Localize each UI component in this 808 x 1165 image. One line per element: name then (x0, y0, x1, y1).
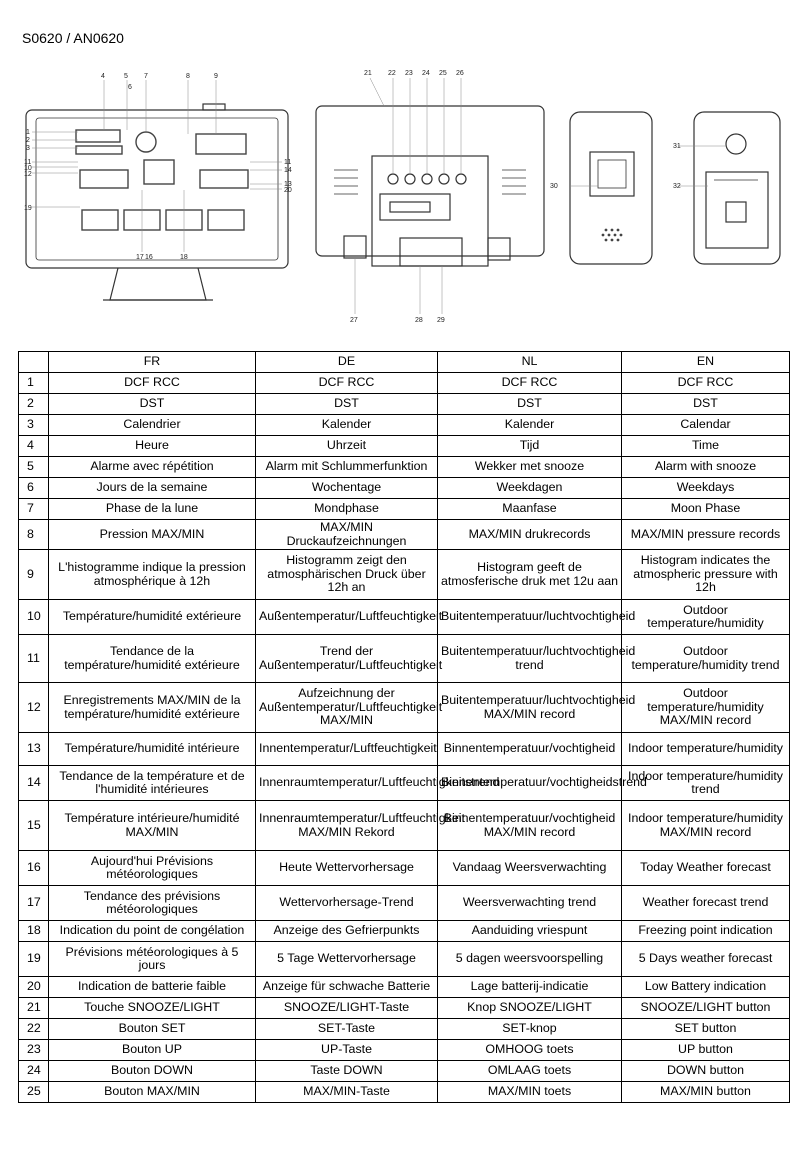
back-frame (316, 106, 544, 256)
cell-nl: Kalender (438, 415, 622, 436)
table-row (19, 1040, 790, 1061)
product-diagram (18, 60, 790, 335)
cell-fr: Heure (49, 436, 256, 457)
cell-de: Kalender (256, 415, 438, 436)
cell-de: MAX/MIN Druckaufzeichnungen (256, 520, 438, 550)
callout-9: 9 (214, 73, 218, 80)
cell-en: Freezing point indication (622, 921, 790, 942)
cell-num: 23 (19, 1040, 49, 1061)
sensor-back (673, 112, 780, 264)
cell-nl: MAX/MIN drukrecords (438, 520, 622, 550)
cell-nl: Weersverwachting trend (438, 886, 622, 921)
cell-nl: Knop SNOOZE/LIGHT (438, 998, 622, 1019)
cell-en: Alarm with snooze (622, 457, 790, 478)
front-top-button (203, 104, 225, 110)
cell-fr: Tendance de la température/humidité extérieure (49, 635, 256, 683)
vent-slots (334, 170, 526, 194)
callout-29: 29 (437, 317, 445, 324)
cell-fr: Température/humidité extérieure (49, 600, 256, 635)
callout-10: 10 (24, 165, 32, 172)
cell-num: 9 (19, 550, 49, 600)
table-row (19, 478, 790, 499)
cell-num: 12 (19, 683, 49, 733)
cell-fr: Indication du point de congélation (49, 921, 256, 942)
cell-de: SET-Taste (256, 1019, 438, 1040)
table-row (19, 886, 790, 921)
table-row (19, 1082, 790, 1103)
header-de: DE (256, 352, 438, 373)
cell-nl: OMLAAG toets (438, 1061, 622, 1082)
hanging-hole (726, 134, 746, 154)
header-num (19, 352, 49, 373)
cell-num: 17 (19, 886, 49, 921)
table-row (19, 415, 790, 436)
callout-27: 27 (350, 317, 358, 324)
table-row (19, 942, 790, 977)
cell-de: MAX/MIN-Taste (256, 1082, 438, 1103)
cell-en: Outdoor temperature/humidity trend (622, 635, 790, 683)
cell-nl: Binnentemperatuur/vochtigheidstrend (438, 766, 622, 801)
cell-en: UP button (622, 1040, 790, 1061)
cell-fr: Alarme avec répétition (49, 457, 256, 478)
cell-fr: Bouton SET (49, 1019, 256, 1040)
specification-table (18, 351, 790, 1103)
cell-de: Mondphase (256, 499, 438, 520)
battery-slot (390, 202, 430, 212)
cell-fr: Enregistrements MAX/MIN de la température/humidité extérieure (49, 683, 256, 733)
back-view (316, 70, 544, 324)
front-view (24, 73, 292, 300)
cell-de: Histogramm zeigt den atmosphärischen Druck über 12h an (256, 550, 438, 600)
cell-num: 22 (19, 1019, 49, 1040)
cell-en: DOWN button (622, 1061, 790, 1082)
callout-1: 1 (26, 129, 30, 136)
table-row (19, 1061, 790, 1082)
back-foot (488, 238, 510, 260)
cell-de: Alarm mit Schlummerfunktion (256, 457, 438, 478)
cell-en: Today Weather forecast (622, 851, 790, 886)
lcd-forecast (144, 160, 174, 184)
header-en: EN (622, 352, 790, 373)
cell-nl: SET-knop (438, 1019, 622, 1040)
cell-en: Weather forecast trend (622, 886, 790, 921)
cell-nl: Buitentemperatuur/luchtvochtigheid MAX/MIN record (438, 683, 622, 733)
table-row (19, 499, 790, 520)
cell-num: 20 (19, 977, 49, 998)
cell-nl: Buitentemperatuur/luchtvochtigheid (438, 600, 622, 635)
callout-20: 20 (284, 187, 292, 194)
callout-5: 5 (124, 73, 128, 80)
cell-en: Weekdays (622, 478, 790, 499)
cell-de: Anzeige für schwache Batterie (256, 977, 438, 998)
cell-fr: Température intérieure/humidité MAX/MIN (49, 801, 256, 851)
cell-en: Outdoor temperature/humidity MAX/MIN record (622, 683, 790, 733)
cell-num: 11 (19, 635, 49, 683)
callout-30: 30 (550, 183, 558, 190)
cell-de: Wettervorhersage-Trend (256, 886, 438, 921)
cell-fr: Tendance de la température et de l'humidité intérieures (49, 766, 256, 801)
back-leader-lines (355, 78, 461, 314)
cell-nl: Tijd (438, 436, 622, 457)
cell-num: 10 (19, 600, 49, 635)
table-row (19, 550, 790, 600)
cell-de: 5 Tage Wettervorhersage (256, 942, 438, 977)
cell-fr: DCF RCC (49, 373, 256, 394)
table-row (19, 1019, 790, 1040)
cell-num: 13 (19, 733, 49, 766)
front-screen (36, 118, 278, 260)
lcd-time (76, 130, 120, 142)
cell-nl: Binnentemperatuur/vochtigheid (438, 733, 622, 766)
callout-25: 25 (439, 70, 447, 77)
button-24 (422, 174, 432, 184)
cell-num: 19 (19, 942, 49, 977)
cell-fr: Aujourd'hui Prévisions météorologiques (49, 851, 256, 886)
cell-de: DST (256, 394, 438, 415)
cell-fr: Touche SNOOZE/LIGHT (49, 998, 256, 1019)
cell-de: Innentemperatur/Luftfeuchtigkeit (256, 733, 438, 766)
cell-en: DCF RCC (622, 373, 790, 394)
table-header-row (19, 352, 790, 373)
cell-de: Innenraumtemperatur/Luftfeuchtigkeit MAX/MIN Rekord (256, 801, 438, 851)
callout-26: 26 (456, 70, 464, 77)
cell-nl: Weekdagen (438, 478, 622, 499)
cell-nl: 5 dagen weersvoorspelling (438, 942, 622, 977)
cell-de: Trend der Außentemperatur/Luftfeuchtigkeit (256, 635, 438, 683)
forecast-day-4 (208, 210, 244, 230)
cell-en: MAX/MIN pressure records (622, 520, 790, 550)
cell-en: Calendar (622, 415, 790, 436)
callout-23: 23 (405, 70, 413, 77)
lcd-indoor (200, 170, 248, 188)
cell-en: Indoor temperature/humidity (622, 733, 790, 766)
cell-num: 24 (19, 1061, 49, 1082)
sensor-display (590, 152, 634, 196)
lcd-segments (76, 130, 248, 230)
table-body (19, 373, 790, 1103)
callout-19: 19 (24, 205, 32, 212)
callout-6: 6 (128, 84, 132, 91)
cell-fr: Tendance des prévisions météorologiques (49, 886, 256, 921)
cell-nl: Buitentemperatuur/luchtvochtigheid trend (438, 635, 622, 683)
cell-nl: Lage batterij-indicatie (438, 977, 622, 998)
callout-17: 17 (136, 254, 144, 261)
callout-18: 18 (180, 254, 188, 261)
cell-num: 7 (19, 499, 49, 520)
dc-jack (344, 236, 366, 258)
cell-num: 18 (19, 921, 49, 942)
cell-de: Wochentage (256, 478, 438, 499)
table-row (19, 851, 790, 886)
cell-fr: Bouton DOWN (49, 1061, 256, 1082)
lcd-outdoor (80, 170, 128, 188)
cell-num: 25 (19, 1082, 49, 1103)
cell-fr: Température/humidité intérieure (49, 733, 256, 766)
callout-14: 14 (284, 167, 292, 174)
cell-en: Indoor temperature/humidity MAX/MIN record (622, 801, 790, 851)
cell-num: 15 (19, 801, 49, 851)
cell-en: MAX/MIN button (622, 1082, 790, 1103)
cell-nl: DST (438, 394, 622, 415)
cell-num: 14 (19, 766, 49, 801)
callout-8: 8 (186, 73, 190, 80)
cell-fr: Jours de la semaine (49, 478, 256, 499)
cell-de: UP-Taste (256, 1040, 438, 1061)
cell-de: Heute Wettervorhersage (256, 851, 438, 886)
cell-de: SNOOZE/LIGHT-Taste (256, 998, 438, 1019)
cell-num: 6 (19, 478, 49, 499)
cell-fr: Phase de la lune (49, 499, 256, 520)
callout-24: 24 (422, 70, 430, 77)
cell-fr: Bouton UP (49, 1040, 256, 1061)
cell-nl: OMHOOG toets (438, 1040, 622, 1061)
cell-en: Low Battery indication (622, 977, 790, 998)
sensor-back-body (694, 112, 780, 264)
cell-de: Anzeige des Gefrierpunkts (256, 921, 438, 942)
cell-nl: Histogram geeft de atmosferische druk met 12u aan (438, 550, 622, 600)
cell-en: Time (622, 436, 790, 457)
button-23 (405, 174, 415, 184)
cell-fr: DST (49, 394, 256, 415)
callout-32: 32 (673, 183, 681, 190)
cell-num: 5 (19, 457, 49, 478)
callout-4: 4 (101, 73, 105, 80)
cell-de: Außentemperatur/Luftfeuchtigkeit (256, 600, 438, 635)
cell-nl: Binnentemperatuur/vochtigheid MAX/MIN record (438, 801, 622, 851)
cell-num: 8 (19, 520, 49, 550)
cell-en: 5 Days weather forecast (622, 942, 790, 977)
sensor-battery-cover (706, 172, 768, 248)
cell-en: Moon Phase (622, 499, 790, 520)
cell-nl: DCF RCC (438, 373, 622, 394)
cell-en: Histogram indicates the atmospheric pressure with 12h (622, 550, 790, 600)
sensor-display-inner (598, 160, 626, 188)
sensor-label (726, 202, 746, 222)
button-22 (388, 174, 398, 184)
cell-num: 2 (19, 394, 49, 415)
table-row (19, 457, 790, 478)
table-row (19, 733, 790, 766)
callout-13: 13 (284, 181, 292, 188)
cell-nl: MAX/MIN toets (438, 1082, 622, 1103)
table-row (19, 921, 790, 942)
forecast-day-1 (82, 210, 118, 230)
cell-num: 3 (19, 415, 49, 436)
cell-de: Aufzeichnung der Außentemperatur/Luftfeuchtigkeit MAX/MIN (256, 683, 438, 733)
back-callouts (350, 70, 464, 324)
table-row (19, 520, 790, 550)
cell-de: Innenraumtemperatur/Luftfeuchtigkeitstrend (256, 766, 438, 801)
front-frame (26, 110, 288, 268)
cell-num: 16 (19, 851, 49, 886)
table-row (19, 683, 790, 733)
table-row (19, 766, 790, 801)
callout-16: 16 (145, 254, 153, 261)
cell-fr: Calendrier (49, 415, 256, 436)
cell-en: Indoor temperature/humidity trend (622, 766, 790, 801)
table-row (19, 801, 790, 851)
cell-fr: L'histogramme indique la pression atmosphérique à 12h (49, 550, 256, 600)
cell-de: Uhrzeit (256, 436, 438, 457)
cell-de: DCF RCC (256, 373, 438, 394)
cell-en: DST (622, 394, 790, 415)
speaker-holes (602, 229, 623, 242)
callout-7: 7 (144, 73, 148, 80)
callout-3: 3 (26, 145, 30, 152)
stand-hinge (400, 238, 462, 266)
table-row (19, 977, 790, 998)
cell-en: SNOOZE/LIGHT button (622, 998, 790, 1019)
callout-11-right: 11 (284, 159, 292, 166)
cell-num: 1 (19, 373, 49, 394)
cell-nl: Maanfase (438, 499, 622, 520)
cell-fr: Indication de batterie faible (49, 977, 256, 998)
cell-nl: Aanduiding vriespunt (438, 921, 622, 942)
front-stand (110, 268, 206, 300)
page-title: S0620 / AN0620 (22, 30, 124, 46)
callout-21: 21 (364, 70, 372, 77)
callout-2: 2 (26, 137, 30, 144)
header-nl: NL (438, 352, 622, 373)
callout-28: 28 (415, 317, 423, 324)
cell-num: 21 (19, 998, 49, 1019)
cell-nl: Wekker met snooze (438, 457, 622, 478)
lcd-histogram (196, 134, 246, 154)
cell-fr: Pression MAX/MIN (49, 520, 256, 550)
cell-fr: Bouton MAX/MIN (49, 1082, 256, 1103)
callout-12: 12 (24, 171, 32, 178)
cell-nl: Vandaag Weersverwachting (438, 851, 622, 886)
table-row (19, 635, 790, 683)
cell-en: SET button (622, 1019, 790, 1040)
table-row (19, 600, 790, 635)
moon-phase-icon (136, 132, 156, 152)
button-26 (456, 174, 466, 184)
header-fr: FR (49, 352, 256, 373)
callout-31: 31 (673, 143, 681, 150)
table-row (19, 998, 790, 1019)
button-25 (439, 174, 449, 184)
callout-22: 22 (388, 70, 396, 77)
cell-num: 4 (19, 436, 49, 457)
cell-fr: Prévisions météorologiques à 5 jours (49, 942, 256, 977)
cell-de: Taste DOWN (256, 1061, 438, 1082)
table-row (19, 394, 790, 415)
lcd-date (76, 146, 122, 154)
cell-en: Outdoor temperature/humidity (622, 600, 790, 635)
table-row (19, 436, 790, 457)
callout-11-left: 11 (24, 159, 32, 166)
table-row (19, 373, 790, 394)
sensor-front (550, 112, 652, 264)
